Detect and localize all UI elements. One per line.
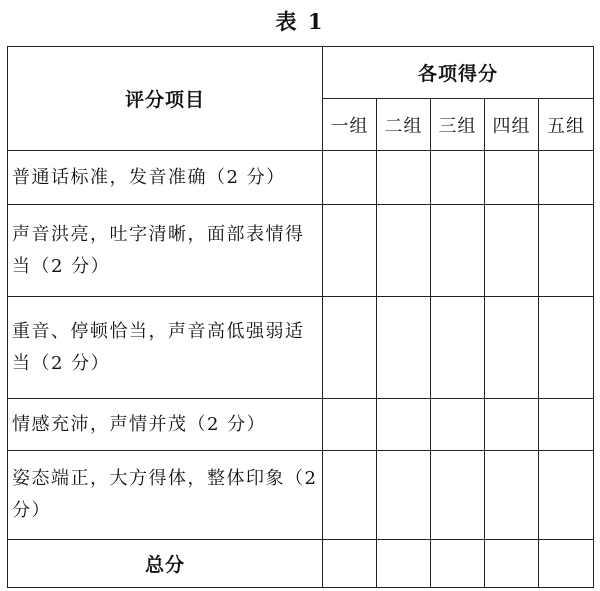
score-cell <box>323 205 377 297</box>
score-cell <box>539 399 594 451</box>
scoring-item: 姿态端正，大方得体，整体印象（2 分） <box>8 451 323 540</box>
score-cell <box>485 205 539 297</box>
total-row <box>8 540 594 588</box>
group-header-4: 四组 <box>485 99 539 151</box>
table-row <box>8 151 594 205</box>
scoring-item: 声音洪亮，吐字清晰，面部表情得当（2 分） <box>8 205 323 297</box>
total-label: 总分 <box>8 540 323 588</box>
score-cell <box>323 399 377 451</box>
score-cell <box>539 151 594 205</box>
table-row <box>8 297 594 399</box>
score-cell <box>377 151 431 205</box>
total-score-cell <box>323 540 377 588</box>
score-cell <box>377 205 431 297</box>
score-cell <box>485 399 539 451</box>
score-cell <box>431 451 485 540</box>
score-cell <box>323 151 377 205</box>
header-scoring-item: 评分项目 <box>8 47 323 151</box>
score-cell <box>431 297 485 399</box>
score-cell <box>539 451 594 540</box>
score-cell <box>485 451 539 540</box>
score-cell <box>539 297 594 399</box>
score-cell <box>431 399 485 451</box>
score-cell <box>485 297 539 399</box>
scoring-table <box>7 46 594 588</box>
score-cell <box>431 151 485 205</box>
score-cell <box>377 399 431 451</box>
total-score-cell <box>539 540 594 588</box>
scoring-item: 普通话标准，发音准确（2 分） <box>8 151 323 205</box>
score-cell <box>431 205 485 297</box>
group-header-2: 二组 <box>377 99 431 151</box>
table-caption: 表 1 <box>275 9 325 34</box>
scoring-item: 情感充沛，声情并茂（2 分） <box>8 399 323 451</box>
score-cell <box>377 451 431 540</box>
score-cell <box>323 297 377 399</box>
score-cell <box>539 205 594 297</box>
score-cell <box>485 151 539 205</box>
score-cell <box>377 297 431 399</box>
table-row <box>8 451 594 540</box>
header-item-scores: 各项得分 <box>323 47 594 99</box>
table-row <box>8 205 594 297</box>
total-score-cell <box>431 540 485 588</box>
score-cell <box>323 451 377 540</box>
scoring-item: 重音、停顿恰当，声音高低强弱适当（2 分） <box>8 297 323 399</box>
total-score-cell <box>377 540 431 588</box>
total-score-cell <box>485 540 539 588</box>
header-row-top <box>8 47 594 99</box>
group-header-3: 三组 <box>431 99 485 151</box>
table-row <box>8 399 594 451</box>
group-header-5: 五组 <box>539 99 594 151</box>
group-header-1: 一组 <box>323 99 377 151</box>
